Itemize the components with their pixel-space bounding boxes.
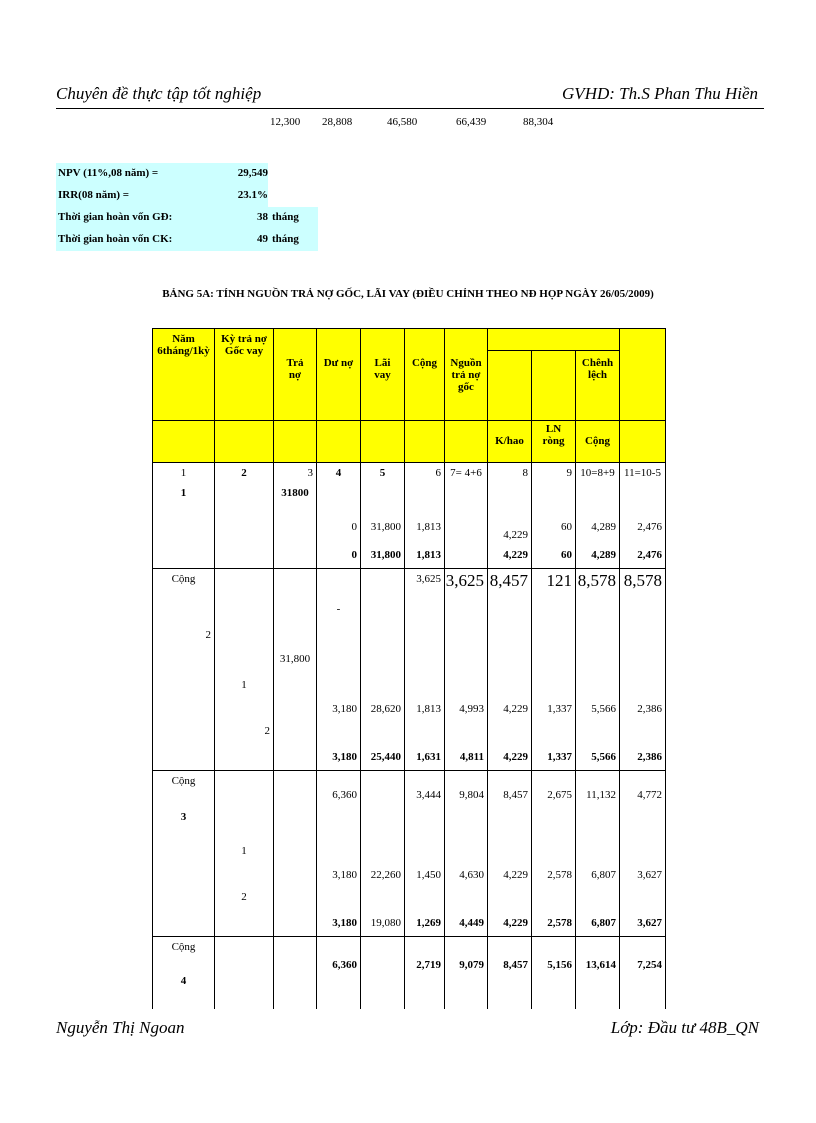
summary-label: NPV (11%,08 năm) =	[58, 167, 159, 179]
value-cell: 4,229	[488, 867, 532, 889]
value-cell: 4,772	[620, 771, 666, 841]
value-cell: 2,578	[532, 867, 576, 889]
value-cell: 28,620	[361, 703, 405, 725]
table-row	[153, 725, 666, 745]
value-cell: 1,813	[405, 703, 445, 725]
top-number: 28,808	[322, 116, 353, 128]
table-row	[153, 515, 666, 543]
blank-cell	[317, 725, 361, 745]
blank-cell	[576, 679, 620, 703]
table-row	[153, 543, 666, 569]
blank-cell	[274, 725, 317, 745]
index-cell: 10=8+9	[576, 463, 620, 485]
col-header-chenh: Chênh lệch	[576, 351, 620, 421]
blank-cell	[576, 629, 620, 653]
blank-cell	[620, 421, 666, 463]
summary-row	[56, 163, 318, 185]
blank-cell	[153, 603, 215, 629]
blank-cell	[361, 421, 405, 463]
loan-amount: 31,800	[274, 653, 317, 679]
blank-cell	[153, 889, 215, 911]
blank-cell	[215, 603, 274, 629]
blank-cell	[317, 629, 361, 653]
blank-cell	[445, 629, 488, 653]
blank-cell	[620, 679, 666, 703]
blank-cell	[488, 603, 532, 629]
col-header-ln: LN ròng	[532, 421, 576, 463]
blank-cell	[274, 841, 317, 867]
value-cell: 5,566	[576, 703, 620, 725]
header-group-blank	[488, 329, 620, 351]
total-label: Cộng	[153, 569, 215, 603]
summary-value: 29,549	[237, 167, 268, 179]
blank-cell	[532, 889, 576, 911]
value-cell: 1,269	[405, 911, 445, 937]
value-cell: 4,811	[445, 745, 488, 771]
value-cell: 3,180	[317, 745, 361, 771]
blank-cell	[274, 421, 317, 463]
header-blank	[532, 351, 576, 421]
index-row	[153, 463, 666, 485]
total-row	[153, 569, 666, 603]
value-cell: 6,807	[576, 911, 620, 937]
blank-cell	[620, 841, 666, 867]
year-label: 2	[153, 629, 215, 653]
value-cell: 4,289	[576, 515, 620, 543]
value-cell: 60	[532, 515, 576, 543]
blank-cell	[215, 771, 274, 797]
col-header-lai-vay: Lãi vay	[361, 329, 405, 421]
blank-cell	[361, 485, 405, 515]
value-cell: 4,229	[488, 703, 532, 725]
blank-cell	[317, 485, 361, 515]
blank-cell	[445, 485, 488, 515]
blank-cell	[274, 569, 317, 603]
blank-cell	[532, 629, 576, 653]
index-cell: 9	[532, 463, 576, 485]
col-header-tra-no: Trả nợ	[274, 329, 317, 421]
blank-cell	[153, 867, 215, 889]
year2-start-row	[153, 629, 666, 653]
value-cell: 3,180	[317, 703, 361, 725]
value-cell: 3,625	[445, 569, 488, 603]
period-label: 2	[215, 889, 274, 911]
blank-cell	[317, 841, 361, 867]
year-label: 1	[153, 485, 215, 515]
blank-cell	[215, 653, 274, 679]
value-cell: 5,566	[576, 745, 620, 771]
index-cell: 5	[361, 463, 405, 485]
blank-cell	[405, 485, 445, 515]
value-cell: 2,476	[620, 543, 666, 569]
top-number: 88,304	[523, 116, 554, 128]
table-row	[153, 867, 666, 889]
blank-cell	[274, 543, 317, 569]
value-cell: 0	[317, 515, 361, 543]
total-label: Cộng	[153, 937, 215, 959]
col-header-cong: Cộng	[405, 329, 445, 421]
footer-right: Lớp: Đầu tư 48B_QN	[610, 1018, 759, 1037]
blank-cell	[215, 569, 274, 603]
blank-cell	[274, 603, 317, 629]
blank-cell	[488, 679, 532, 703]
blank-cell	[576, 653, 620, 679]
col-header-cong2: Cộng	[576, 421, 620, 463]
table-row	[153, 703, 666, 725]
blank-cell	[317, 679, 361, 703]
blank-cell	[361, 679, 405, 703]
value-cell: 3,627	[620, 911, 666, 937]
header-left: Chuyên đề thực tập tốt nghiệp	[56, 84, 262, 103]
blank-cell	[361, 653, 405, 679]
header-rule	[56, 108, 764, 109]
blank-cell	[153, 679, 215, 703]
blank-cell	[215, 745, 274, 771]
blank-cell	[445, 725, 488, 745]
col-header-blank	[620, 329, 666, 421]
blank-cell	[488, 725, 532, 745]
table-row	[153, 911, 666, 937]
summary-value: 38	[257, 211, 268, 223]
blank-cell	[405, 603, 445, 629]
blank-cell	[488, 889, 532, 911]
blank-cell	[153, 745, 215, 771]
col-header-nam: Năm 6tháng/1kỳ	[153, 329, 215, 421]
value-cell: 0	[317, 543, 361, 569]
value-cell: 6,360	[317, 937, 361, 1009]
value-cell: 4,229	[488, 911, 532, 937]
blank-cell	[620, 629, 666, 653]
blank-cell	[361, 569, 405, 603]
total-label: Cộng	[153, 771, 215, 797]
col-header-ky: Kỳ trả nợ Gốc vay	[215, 329, 274, 421]
blank-cell	[405, 421, 445, 463]
value-cell: 60	[532, 543, 576, 569]
subheader-row	[153, 421, 666, 463]
blank-cell	[445, 889, 488, 911]
dash-cell: -	[317, 603, 361, 629]
value-cell: 3,180	[317, 867, 361, 889]
period-label: 1	[215, 679, 274, 703]
blank-cell	[405, 653, 445, 679]
blank-cell	[274, 515, 317, 543]
blank-cell	[405, 629, 445, 653]
table-row	[153, 745, 666, 771]
value-cell: 1,813	[405, 515, 445, 543]
blank-cell	[405, 889, 445, 911]
blank-cell	[274, 937, 317, 959]
blank-cell	[274, 703, 317, 725]
blank-cell	[576, 725, 620, 745]
blank-cell	[445, 653, 488, 679]
blank-cell	[361, 629, 405, 653]
blank-cell	[153, 911, 215, 937]
value-cell: 4,229	[488, 745, 532, 771]
value-cell: 19,080	[361, 911, 405, 937]
value-cell: 8,457	[488, 569, 532, 603]
blank-cell	[274, 629, 317, 653]
total-row	[153, 937, 666, 959]
value-cell: 1,813	[405, 543, 445, 569]
blank-cell	[274, 679, 317, 703]
index-cell: 4	[317, 463, 361, 485]
value-cell: 4,289	[576, 543, 620, 569]
loan-amount: 31800	[274, 485, 317, 515]
year1-start-row	[153, 485, 666, 515]
blank-cell	[620, 603, 666, 629]
value-cell: 6,807	[576, 867, 620, 889]
blank-cell	[274, 745, 317, 771]
blank-cell	[532, 725, 576, 745]
value-cell: 31,800	[361, 543, 405, 569]
year-label: 3	[153, 797, 215, 841]
blank-cell	[488, 629, 532, 653]
value-cell: 31,800	[361, 515, 405, 543]
header-row	[153, 329, 666, 351]
value-cell: 25,440	[361, 745, 405, 771]
table-row	[153, 889, 666, 911]
blank-cell	[153, 841, 215, 867]
value-cell: 22,260	[361, 867, 405, 889]
blank-cell	[576, 603, 620, 629]
value-cell: 4,630	[445, 867, 488, 889]
value-cell: 2,476	[620, 515, 666, 543]
header-right: GVHD: Th.S Phan Thu Hiền	[562, 84, 758, 103]
blank-cell	[620, 653, 666, 679]
value-cell: 3,625	[405, 569, 445, 603]
footer-left: Nguyễn Thị Ngoan	[56, 1018, 185, 1037]
blank-cell	[215, 515, 274, 543]
period-label: 2	[215, 725, 274, 745]
blank-cell	[317, 421, 361, 463]
blank-cell	[153, 703, 215, 725]
table-row	[153, 603, 666, 629]
blank-cell	[215, 703, 274, 725]
value-cell: 4,993	[445, 703, 488, 725]
value-cell: 3,444	[405, 771, 445, 841]
period-label: 1	[215, 841, 274, 867]
blank-cell	[153, 515, 215, 543]
blank-cell	[445, 515, 488, 543]
blank-cell	[361, 725, 405, 745]
blank-cell	[405, 679, 445, 703]
index-cell: 11=10-5	[620, 463, 666, 485]
blank-cell	[620, 725, 666, 745]
blank-cell	[274, 797, 317, 841]
value-cell: 8,578	[620, 569, 666, 603]
blank-cell	[532, 485, 576, 515]
summary-value: 49	[257, 233, 268, 245]
blank-cell	[153, 653, 215, 679]
blank-cell	[361, 771, 405, 841]
blank-cell	[361, 889, 405, 911]
value-cell: 2,578	[532, 911, 576, 937]
value-cell: 1,337	[532, 703, 576, 725]
blank-cell	[215, 911, 274, 937]
year-label: 4	[153, 959, 215, 1009]
blank-cell	[317, 569, 361, 603]
index-cell: 2	[215, 463, 274, 485]
blank-cell	[317, 653, 361, 679]
debt-repayment-table	[152, 328, 666, 1009]
blank-cell	[274, 959, 317, 1009]
blank-cell	[532, 679, 576, 703]
top-number: 12,300	[270, 116, 301, 128]
value-cell: 1,631	[405, 745, 445, 771]
blank-cell	[488, 841, 532, 867]
value-cell: 7,254	[620, 937, 666, 1009]
value-cell: 2,386	[620, 703, 666, 725]
value-cell: 9,079	[445, 937, 488, 1009]
total-row	[153, 771, 666, 797]
blank-cell	[215, 937, 274, 959]
blank-cell	[274, 889, 317, 911]
summary-label: Thời gian hoàn vốn CK:	[58, 233, 173, 245]
blank-cell	[532, 841, 576, 867]
blank-cell	[405, 841, 445, 867]
blank-cell	[620, 485, 666, 515]
index-cell: 1	[153, 463, 215, 485]
blank-cell	[445, 421, 488, 463]
value-cell: 8,457	[488, 937, 532, 1009]
blank-cell	[532, 653, 576, 679]
index-cell: 7= 4+6	[445, 463, 488, 485]
blank-cell	[215, 543, 274, 569]
blank-cell	[215, 959, 274, 1009]
top-numbers-row	[0, 116, 816, 132]
blank-cell	[215, 485, 274, 515]
header-blank	[488, 351, 532, 421]
value-cell: 11,132	[576, 771, 620, 841]
table-row	[153, 679, 666, 703]
blank-cell	[274, 911, 317, 937]
blank-cell	[488, 653, 532, 679]
value-cell: 121	[532, 569, 576, 603]
blank-cell	[153, 543, 215, 569]
value-cell: 8,578	[576, 569, 620, 603]
blank-cell	[215, 421, 274, 463]
value-cell: 3,627	[620, 867, 666, 889]
blank-cell	[405, 725, 445, 745]
value-cell: 4,229	[488, 515, 532, 543]
col-header-khao: K/hao	[488, 421, 532, 463]
summary-unit: tháng	[272, 233, 299, 245]
blank-cell	[488, 485, 532, 515]
summary-row	[56, 207, 318, 229]
blank-cell	[576, 485, 620, 515]
blank-cell	[215, 867, 274, 889]
value-cell: 3,180	[317, 911, 361, 937]
value-cell: 8,457	[488, 771, 532, 841]
blank-cell	[620, 889, 666, 911]
summary-unit: tháng	[272, 211, 299, 223]
summary-value: 23.1%	[237, 189, 268, 201]
blank-cell	[445, 603, 488, 629]
value-cell: 9,804	[445, 771, 488, 841]
blank-cell	[445, 679, 488, 703]
summary-row	[56, 185, 318, 207]
index-cell: 8	[488, 463, 532, 485]
blank-cell	[445, 543, 488, 569]
blank-cell	[532, 603, 576, 629]
value-cell: 4,229	[488, 543, 532, 569]
blank-cell	[317, 889, 361, 911]
blank-cell	[153, 421, 215, 463]
blank-cell	[361, 603, 405, 629]
blank-cell	[576, 841, 620, 867]
index-cell: 3	[274, 463, 317, 485]
blank-cell	[361, 841, 405, 867]
blank-cell	[445, 841, 488, 867]
value-cell: 4,449	[445, 911, 488, 937]
table-row	[153, 841, 666, 867]
value-cell: 2,675	[532, 771, 576, 841]
value-cell: 1,337	[532, 745, 576, 771]
blank-cell	[274, 771, 317, 797]
blank-cell	[361, 937, 405, 1009]
value-cell: 2,719	[405, 937, 445, 1009]
summary-label: Thời gian hoàn vốn GĐ:	[58, 211, 173, 223]
col-header-du-no: Dư nợ	[317, 329, 361, 421]
blank-cell	[215, 629, 274, 653]
summary-block	[56, 163, 318, 251]
table-row	[153, 653, 666, 679]
blank-cell	[274, 867, 317, 889]
summary-row	[56, 229, 318, 251]
value-cell: 5,156	[532, 937, 576, 1009]
col-header-nguon: Nguồn trả nợ gốc	[445, 329, 488, 421]
top-number: 66,439	[456, 116, 487, 128]
blank-cell	[215, 797, 274, 841]
index-cell: 6	[405, 463, 445, 485]
summary-label: IRR(08 năm) =	[58, 189, 130, 201]
value-cell: 13,614	[576, 937, 620, 1009]
blank-cell	[153, 725, 215, 745]
value-cell: 6,360	[317, 771, 361, 841]
top-number: 46,580	[387, 116, 418, 128]
value-cell: 1,450	[405, 867, 445, 889]
blank-cell	[576, 889, 620, 911]
value-cell: 2,386	[620, 745, 666, 771]
table-title: BẢNG 5A: TÍNH NGUỒN TRẢ NỢ GỐC, LÃI VAY (ĐIỀU CHỈNH THEO NĐ HỌP NGÀY 26/05/2009)	[162, 288, 654, 300]
